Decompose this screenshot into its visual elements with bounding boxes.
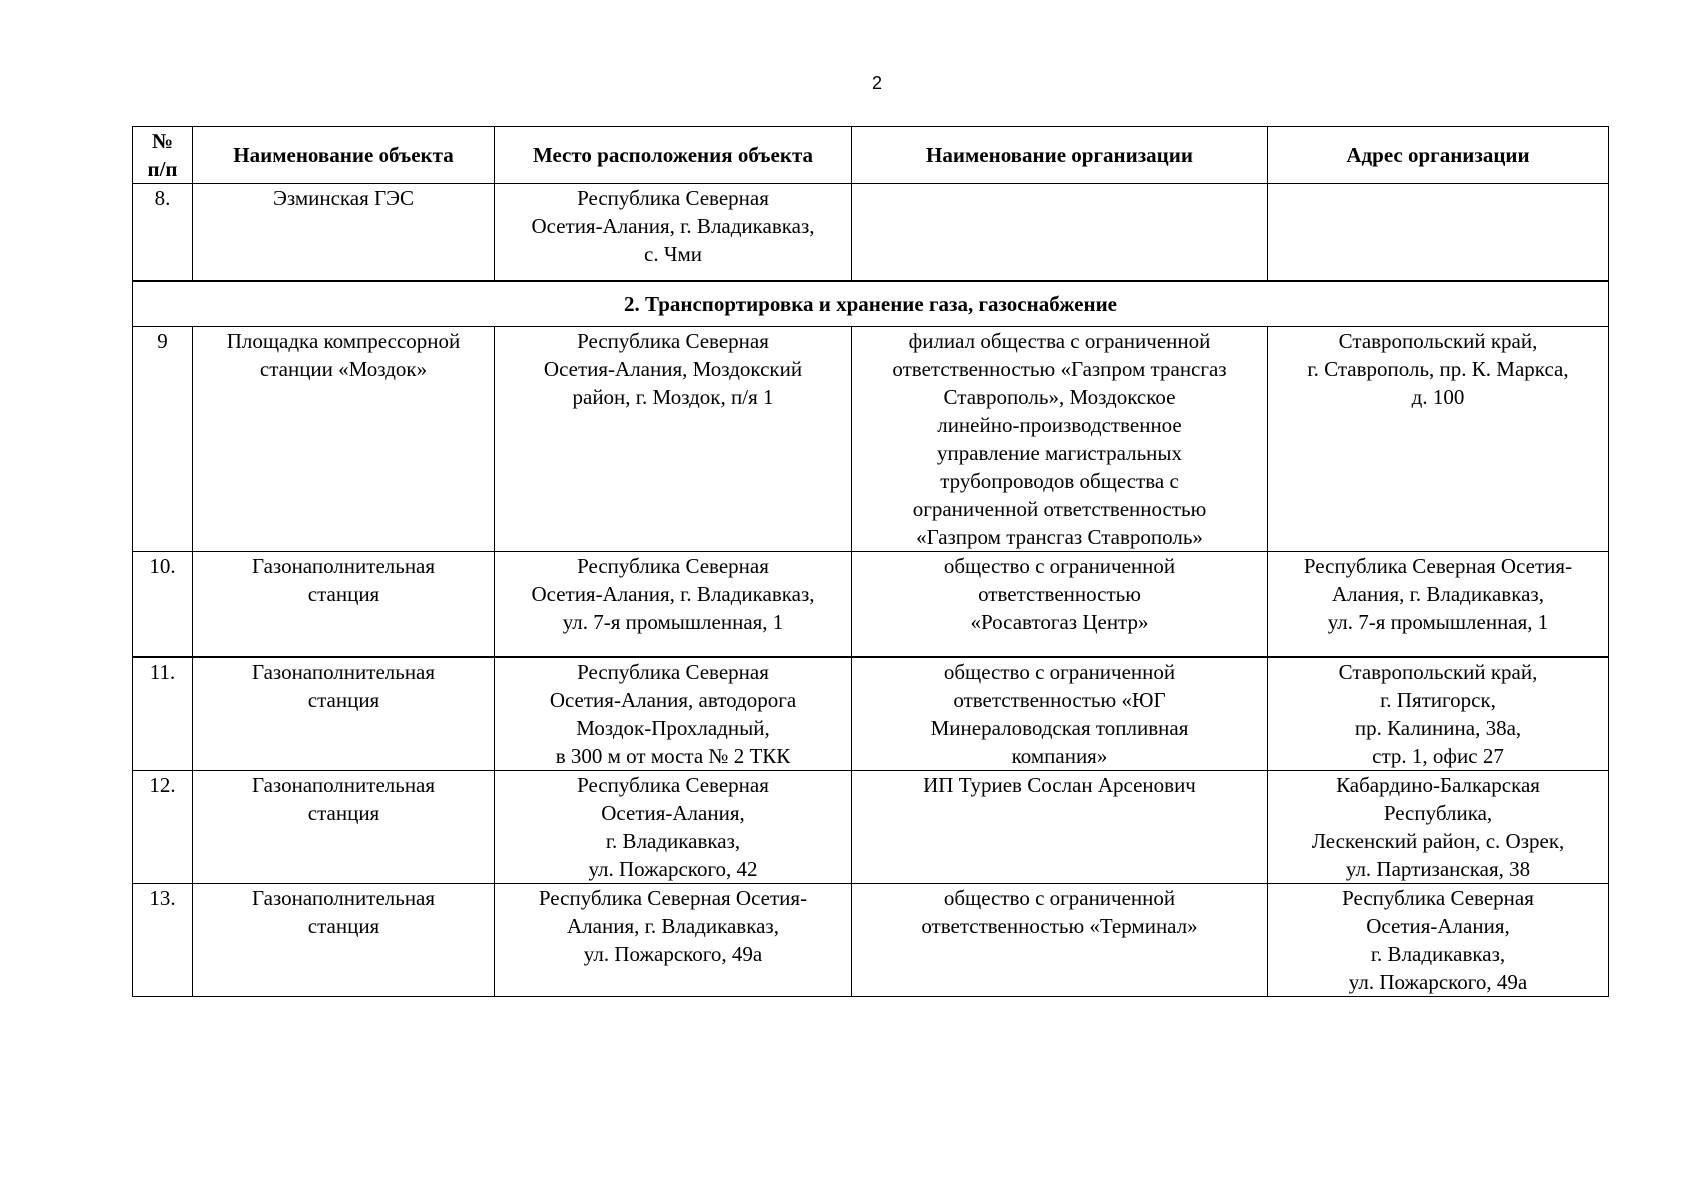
header-organization-name	[852, 127, 1268, 184]
cell-text-line: ул. Пожарского, 42	[588, 857, 758, 881]
object-location-cell	[495, 552, 852, 658]
cell-text-line: ответственностью «Газпром трансгаз	[892, 357, 1227, 381]
object-location-cell	[495, 657, 852, 771]
cell-text-line: ответственностью «Терминал»	[921, 914, 1198, 938]
table-body	[133, 184, 1609, 997]
header-text: п/п	[147, 157, 178, 181]
cell-text-line: Республика Северная	[577, 660, 769, 684]
cell-text-line: Газонаполнительная	[251, 554, 436, 578]
organization-name-cell	[852, 552, 1268, 658]
section-row	[133, 281, 1609, 327]
cell-text-line: Республика Северная Осетия-	[538, 886, 808, 910]
header-number	[133, 127, 193, 184]
cell-text-line: Республика Северная Осетия-	[1303, 554, 1573, 578]
object-name-cell	[193, 657, 495, 771]
cell-text-line: Осетия-Алания, г. Владикавказ,	[531, 582, 815, 606]
object-location-cell	[495, 771, 852, 884]
cell-text-line: г. Владикавказ,	[605, 829, 741, 853]
object-location-cell	[495, 184, 852, 282]
cell-text-line: станция	[307, 582, 380, 606]
cell-text-line: Алания, г. Владикавказ,	[1332, 582, 1544, 606]
organization-name-cell	[852, 327, 1268, 552]
page-number: 2	[871, 73, 882, 93]
cell-text-line: филиал общества с ограниченной	[908, 329, 1211, 353]
organization-address-cell	[1268, 657, 1609, 771]
cell-text-line: в 300 м от моста № 2 ТКК	[555, 744, 791, 768]
object-name-cell	[193, 771, 495, 884]
cell-text-line: «Газпром трансгаз Ставрополь»	[916, 525, 1203, 549]
cell-text-line: Республика Северная	[1342, 886, 1534, 910]
cell-text-line: Республика Северная	[577, 329, 769, 353]
table-row	[133, 327, 1609, 552]
cell-text-line: Минераловодская топливная	[930, 716, 1189, 740]
cell-text-line: Республика Северная	[577, 554, 769, 578]
header-text: Наименование организации	[926, 143, 1193, 167]
cell-text-line: г. Владикавказ,	[1370, 942, 1506, 966]
cell-text-line: трубопроводов общества с	[940, 469, 1179, 493]
cell-text-line: Газонаполнительная	[251, 660, 436, 684]
organization-address-cell	[1268, 884, 1609, 997]
header-row	[133, 127, 1609, 184]
object-location-cell	[495, 327, 852, 552]
cell-text-line: Ставрополь», Моздокское	[943, 385, 1176, 409]
cell-text-line: общество с ограниченной	[943, 554, 1176, 578]
object-location-cell	[495, 884, 852, 997]
cell-text-line: с. Чми	[644, 242, 702, 266]
cell-text-line: стр. 1, офис 27	[1372, 744, 1504, 768]
object-name-cell	[193, 552, 495, 658]
cell-text-line: станции «Моздок»	[259, 357, 428, 381]
cell-text-line: Осетия-Алания,	[601, 801, 745, 825]
object-name-cell	[193, 884, 495, 997]
cell-text-line: Осетия-Алания, автодорога	[549, 688, 797, 712]
cell-text-line: станция	[307, 914, 380, 938]
cell-text-line: Кабардино-Балкарская	[1336, 773, 1540, 797]
header-object-name	[193, 127, 495, 184]
organization-address-cell	[1268, 327, 1609, 552]
organization-name-cell	[852, 771, 1268, 884]
organization-address-cell	[1268, 552, 1609, 658]
cell-text-line: Площадка компрессорной	[226, 329, 461, 353]
cell-text-line: ул. Пожарского, 49а	[583, 942, 763, 966]
cell-text-line: г. Ставрополь, пр. К. Маркса,	[1307, 357, 1569, 381]
cell-text-line: управление магистральных	[936, 441, 1183, 465]
cell-text-line: Моздок-Прохладный,	[576, 716, 770, 740]
cell-text-line: ул. Партизанская, 38	[1345, 857, 1531, 881]
object-name-cell	[193, 327, 495, 552]
organization-name-cell	[852, 184, 1268, 282]
cell-text-line: Газонаполнительная	[251, 886, 436, 910]
organization-name-cell	[852, 657, 1268, 771]
cell-text-line: Ставропольский край,	[1338, 329, 1538, 353]
cell-text-line: общество с ограниченной	[943, 660, 1176, 684]
row-number-cell: 9	[133, 327, 193, 552]
table-row	[133, 771, 1609, 884]
cell-text-line: Республика Северная	[577, 186, 769, 210]
table-row	[133, 184, 1609, 282]
cell-text-line: Ставропольский край,	[1338, 660, 1538, 684]
header-object-location	[495, 127, 852, 184]
cell-text-line: Газонаполнительная	[251, 773, 436, 797]
cell-text-line: линейно-производственное	[937, 413, 1182, 437]
cell-text-line: ул. 7-я промышленная, 1	[562, 610, 784, 634]
cell-text-line: д. 100	[1411, 385, 1465, 409]
cell-text-line: Республика Северная	[577, 773, 769, 797]
row-number-cell: 8.	[133, 184, 193, 282]
section-title: 2. Транспортировка и хранение газа, газоснабжение	[133, 281, 1609, 327]
cell-text-line: ответственностью	[978, 582, 1141, 606]
header-text: Адрес организации	[1346, 143, 1530, 167]
table-row	[133, 884, 1609, 997]
cell-text-line: станция	[307, 801, 380, 825]
cell-text-line: Республика,	[1383, 801, 1493, 825]
cell-text-line: район, г. Моздок, п/я 1	[572, 385, 774, 409]
objects-table	[132, 126, 1609, 997]
header-text: Место расположения объекта	[532, 143, 814, 167]
header-text: №	[151, 129, 174, 153]
cell-text-line: Осетия-Алания, г. Владикавказ,	[531, 214, 815, 238]
cell-text-line: Алания, г. Владикавказ,	[567, 914, 779, 938]
table-row	[133, 552, 1609, 658]
cell-text-line: Эзминская ГЭС	[272, 186, 415, 210]
row-number-cell: 10.	[133, 552, 193, 658]
row-number-cell: 11.	[133, 657, 193, 771]
cell-text-line: ответственностью «ЮГ	[953, 688, 1166, 712]
organization-name-cell	[852, 884, 1268, 997]
object-name-cell	[193, 184, 495, 282]
table-row	[133, 657, 1609, 771]
header-text: Наименование объекта	[233, 143, 454, 167]
cell-text-line: ул. 7-я промышленная, 1	[1327, 610, 1549, 634]
cell-text-line: станция	[307, 688, 380, 712]
row-number-cell: 12.	[133, 771, 193, 884]
cell-text-line: компания»	[1011, 744, 1108, 768]
cell-text-line: пр. Калинина, 38а,	[1354, 716, 1522, 740]
cell-text-line: Осетия-Алания, Моздокский	[543, 357, 803, 381]
organization-address-cell	[1268, 771, 1609, 884]
cell-text-line: общество с ограниченной	[943, 886, 1176, 910]
header-organization-address	[1268, 127, 1609, 184]
cell-text-line: «Росавтогаз Центр»	[970, 610, 1149, 634]
organization-address-cell	[1268, 184, 1609, 282]
cell-text-line: ограниченной ответственностью	[912, 497, 1207, 521]
cell-text-line: Осетия-Алания,	[1366, 914, 1510, 938]
cell-text-line: ул. Пожарского, 49а	[1348, 970, 1528, 994]
cell-text-line: ИП Туриев Сослан Арсенович	[923, 773, 1196, 797]
row-number-cell: 13.	[133, 884, 193, 997]
cell-text-line: Лескенский район, с. Озрек,	[1311, 829, 1565, 853]
table-header	[133, 127, 1609, 184]
cell-text-line: г. Пятигорск,	[1380, 688, 1496, 712]
